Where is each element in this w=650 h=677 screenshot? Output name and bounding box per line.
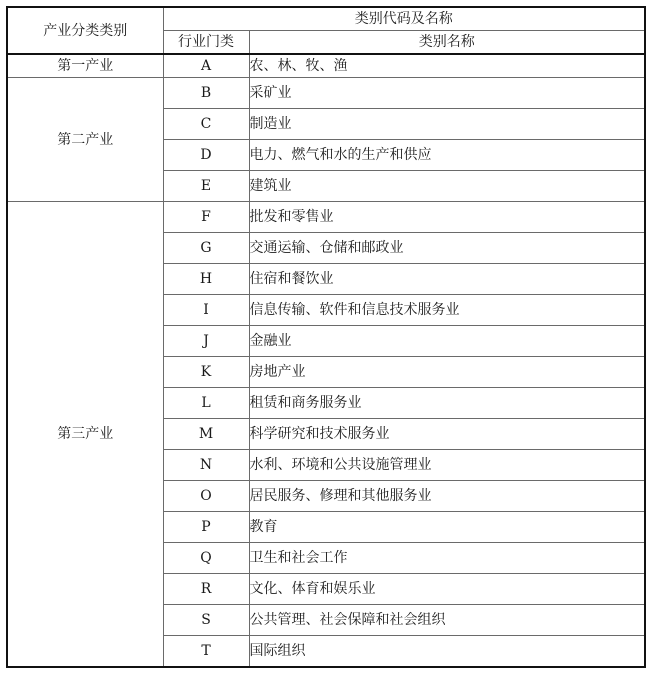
industry-code: J [163,326,249,357]
industry-name: 金融业 [249,326,645,357]
industry-name: 采矿业 [249,78,645,109]
industry-name: 住宿和餐饮业 [249,264,645,295]
industry-code: P [163,512,249,543]
header-code-and-name: 类别代码及名称 [163,7,645,31]
industry-name: 公共管理、社会保障和社会组织 [249,605,645,636]
industry-code: N [163,450,249,481]
industry-name: 信息传输、软件和信息技术服务业 [249,295,645,326]
table-row [7,78,645,109]
industry-name: 批发和零售业 [249,202,645,233]
industry-name: 农、林、牧、渔 [249,54,645,78]
header-industry-code: 行业门类 [163,31,249,55]
industry-name: 卫生和社会工作 [249,543,645,574]
industry-name: 租赁和商务服务业 [249,388,645,419]
industry-code: H [163,264,249,295]
industry-name: 居民服务、修理和其他服务业 [249,481,645,512]
industry-name: 制造业 [249,109,645,140]
industry-name: 文化、体育和娱乐业 [249,574,645,605]
industry-code: S [163,605,249,636]
industry-name: 国际组织 [249,636,645,668]
industry-code: D [163,140,249,171]
industry-name: 水利、环境和公共设施管理业 [249,450,645,481]
table-row [7,202,645,233]
industry-code: F [163,202,249,233]
sector-secondary: 第二产业 [7,78,163,202]
industry-name: 建筑业 [249,171,645,202]
industry-code: M [163,419,249,450]
industry-name: 科学研究和技术服务业 [249,419,645,450]
industry-code: I [163,295,249,326]
industry-code: G [163,233,249,264]
industry-code: T [163,636,249,668]
industry-code: K [163,357,249,388]
industry-code: R [163,574,249,605]
industry-code: B [163,78,249,109]
industry-name: 电力、燃气和水的生产和供应 [249,140,645,171]
industry-name: 房地产业 [249,357,645,388]
industry-code: E [163,171,249,202]
industry-code: Q [163,543,249,574]
industry-code: O [163,481,249,512]
industry-classification-table [6,6,646,668]
industry-code: C [163,109,249,140]
industry-code: L [163,388,249,419]
header-category-name: 类别名称 [249,31,645,55]
industry-name: 教育 [249,512,645,543]
industry-name: 交通运输、仓储和邮政业 [249,233,645,264]
header-category: 产业分类类别 [7,7,163,54]
table-row [7,54,645,78]
sector-primary: 第一产业 [7,54,163,78]
sector-tertiary: 第三产业 [7,202,163,668]
header-row [7,7,645,31]
industry-code: A [163,54,249,78]
